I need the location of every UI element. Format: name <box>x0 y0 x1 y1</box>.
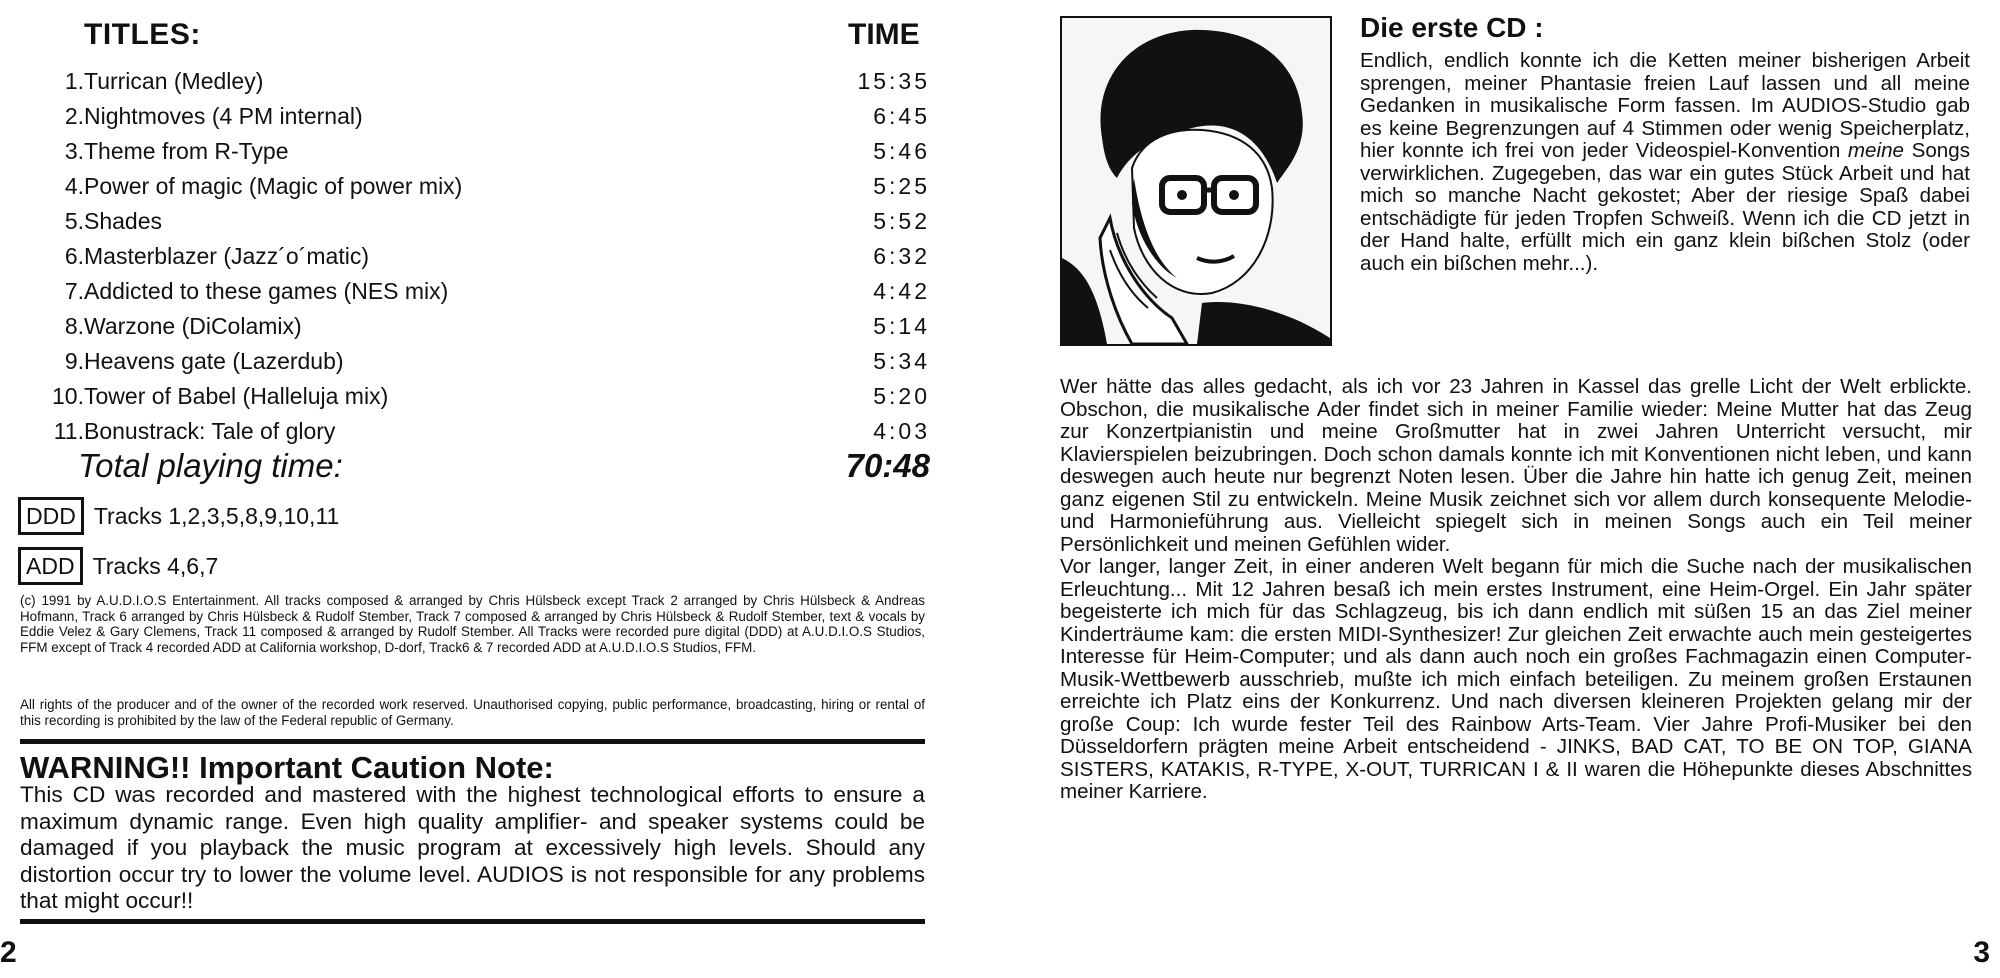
track-number: 11. <box>53 418 84 444</box>
track-title: Shades <box>84 208 163 234</box>
track-row <box>0 309 930 344</box>
track-title: Turrican (Medley) <box>84 68 264 94</box>
track-row <box>0 344 930 379</box>
track-time: 5:25 <box>873 173 930 199</box>
track-row <box>0 379 930 414</box>
total-playing-time-value: 70:48 <box>845 447 930 484</box>
track-number: 8. <box>64 313 84 339</box>
ddd-tracks: Tracks 1,2,3,5,8,9,10,11 <box>93 502 340 529</box>
track-number: 5. <box>64 208 84 234</box>
artist-photo <box>1060 16 1332 346</box>
bio-paragraph-2: Vor langer, langer Zeit, in einer anderen Welt begann für mich die Suche nach der musikalischen Erleuchtung... Mit 12 Jahren besaß ich mein erstes Instrument, eine Heim-Orgel. Ein Jahr später begeisterte ich mich für das Schlagzeug, bis ich dann endlich mit süßen 15 an das Ziel meiner Kinderträume kam: die ersten MIDI-Synthesizer! Zur gleichen Zeit erwachte auch mein gesteigertes Interesse für Heim-Computer; und als dann auch noch ein großes Fachmagazin einen Computer-Musik-Wettbewerb ausschrieb, mußte ich mich einfach beteiligen. Zu meinem großen Erstaunen erreichte ich Platz eins der Konkurrenz. Und nach diversen kleineren Projekten gelang mir der große Coup: Ich wurde fester Teil des Rainbow Arts-Team. Vier Jahre Profi-Musiker bei den Düsseldorfern prägten meine Arbeit entscheidend - JINKS, BAD CAT, TO BE ON TOP, GIANA SISTERS, KATAKIS, R-TYPE, X-OUT, TURRICAN I & II waren die Höhepunkte dieses Abschnittes meiner Karriere. <box>1060 555 1972 803</box>
track-time: 4:03 <box>873 418 930 444</box>
track-title: Tower of Babel (Halleluja mix) <box>84 383 389 409</box>
biography-text <box>1060 376 1972 804</box>
ddd-row <box>18 497 339 535</box>
track-number: 9. <box>64 348 84 374</box>
track-row <box>0 414 930 449</box>
track-title: Bonustrack: Tale of glory <box>84 418 336 444</box>
track-time: 15:35 <box>857 68 930 94</box>
track-title: Heavens gate (Lazerdub) <box>84 348 344 374</box>
track-title: Theme from R-Type <box>84 138 289 164</box>
track-row <box>0 239 930 274</box>
page-number-right: 3 <box>1973 936 1990 969</box>
warning-title: WARNING!! Important Caution Note: <box>20 750 554 785</box>
track-number: 10. <box>52 383 84 409</box>
track-row <box>0 169 930 204</box>
track-number: 6. <box>64 243 84 269</box>
track-time: 6:32 <box>873 243 930 269</box>
ddd-badge: DDD <box>18 497 84 535</box>
track-title: Masterblazer (Jazz´o´matic) <box>84 243 369 269</box>
track-title: Power of magic (Magic of power mix) <box>84 173 463 199</box>
track-time: 5:34 <box>873 348 930 374</box>
cd-intro-text <box>1360 50 1970 275</box>
bio-paragraph-1: Wer hätte das alles gedacht, als ich vor 23 Jahren in Kassel das grelle Licht der Welt erblickte. Obschon, die musikalische Ader findet sich in meiner Familie wieder: Meine Mutter hat das Zeug zur Konzertpianistin und meine Großmutter hat in zwei Jahren Unterricht versucht, mir Klavierspielen beizubringen. Doch schon damals konnte ich mit Konventionen nicht leben, und kann deswegen auch heute nur begrenzt Noten lesen. Über die Jahre hin hatte ich genug Zeit, meinen ganz eigenen Stil zu entwickeln. Meine Musik zeichnet sich vor allem durch konsequente Melodie- und Harmonieführung aus. Vielleicht spiegelt sich in meinen Songs auch ein Teil meiner Persönlichkeit und meinen Gefühlen wider. <box>1060 375 1972 556</box>
time-heading: TIME <box>848 18 920 51</box>
track-number: 7. <box>64 278 84 304</box>
track-number: 1. <box>64 68 84 94</box>
add-badge: ADD <box>18 547 83 585</box>
track-number: 3. <box>64 138 84 164</box>
track-row <box>0 204 930 239</box>
track-time: 4:42 <box>873 278 930 304</box>
cd-intro-emphasis: meine <box>1847 139 1904 162</box>
credits-text: (c) 1991 by A.U.D.I.O.S Entertainment. All tracks composed & arranged by Chris Hülsbeck except Track 2 arranged by Chris Hülsbeck & Andreas Hofmann, Track 6 arranged by Chris Hülsbeck & Rudolf Stember, Track 7 composed & arranged by Chris Hülsbeck & Rudolf Stember, text & vocals by Eddie Velez & Gary Clemens, Track 11 composed & arranged by Rudolf Stember. All Tracks were recorded pure digital (DDD) at A.U.D.I.O.S Studios, FFM except of Track 4 recorded ADD at California workshop, D-dorf, Track6 & 7 recorded ADD at A.U.D.I.O.S Studios, FFM. <box>20 593 925 655</box>
right-page <box>1040 0 2000 978</box>
cd-intro-part1: Endlich, endlich konnte ich die Ketten meiner bisherigen Arbeit sprengen, meiner Phantasie freien Lauf lassen und all meine Gedanken in musikalische Form fassen. Im AUDIOS-Studio gab es keine Begrenzungen auf 4 Stimmen oder wenig Speicherplatz, hier konnte ich frei von jeder Videospiel-Konvention <box>1360 49 1970 162</box>
divider-bottom <box>20 919 925 924</box>
track-title: Nightmoves (4 PM internal) <box>84 103 363 129</box>
add-row <box>18 547 218 585</box>
track-row <box>0 274 930 309</box>
artist-portrait-illustration <box>1062 18 1330 344</box>
warning-text: This CD was recorded and mastered with the highest technological efforts to ensure a maximum dynamic range. Even high quality amplifier- and speaker systems could be damaged if you playback the music program at excessively high levels. Should any distortion occur try to lower the volume level. AUDIOS is not responsible for any problems that might occur!! <box>20 782 925 913</box>
track-title: Addicted to these games (NES mix) <box>84 278 449 304</box>
titles-heading: TITLES: <box>84 18 201 51</box>
track-time: 5:14 <box>873 313 930 339</box>
page-number-left: 2 <box>0 936 17 969</box>
total-playing-time-label: Total playing time: <box>78 447 343 484</box>
divider-top <box>20 739 925 744</box>
tracklist <box>0 64 930 449</box>
add-tracks: Tracks 4,6,7 <box>92 552 219 579</box>
rights-text: All rights of the producer and of the owner of the recorded work reserved. Unauthorised copying, public performance, broadcasting, hiring or rental of this recording is prohibited by the law of the Federal republic of Germany. <box>20 697 925 728</box>
track-time: 5:20 <box>873 383 930 409</box>
track-title: Warzone (DiColamix) <box>84 313 302 339</box>
track-row <box>0 99 930 134</box>
track-row <box>0 64 930 99</box>
cd-intro-part2: Songs verwirklichen. Zugegeben, das war ein gutes Stück Arbeit und hat mich so manche Nacht gekostet; Aber der riesige Spaß dabei entschädigte für jeden Tropfen Schweiß. Wenn ich die CD jetzt in der Hand halte, erfüllt mich ein ganz klein bißchen Stolz (oder auch ein bißchen mehr...). <box>1360 139 1970 275</box>
track-number: 4. <box>64 173 84 199</box>
track-time: 5:52 <box>873 208 930 234</box>
track-number: 2. <box>64 103 84 129</box>
track-time: 5:46 <box>873 138 930 164</box>
cd-heading: Die erste CD : <box>1360 12 1544 43</box>
left-page <box>0 0 960 978</box>
track-row <box>0 134 930 169</box>
track-time: 6:45 <box>873 103 930 129</box>
